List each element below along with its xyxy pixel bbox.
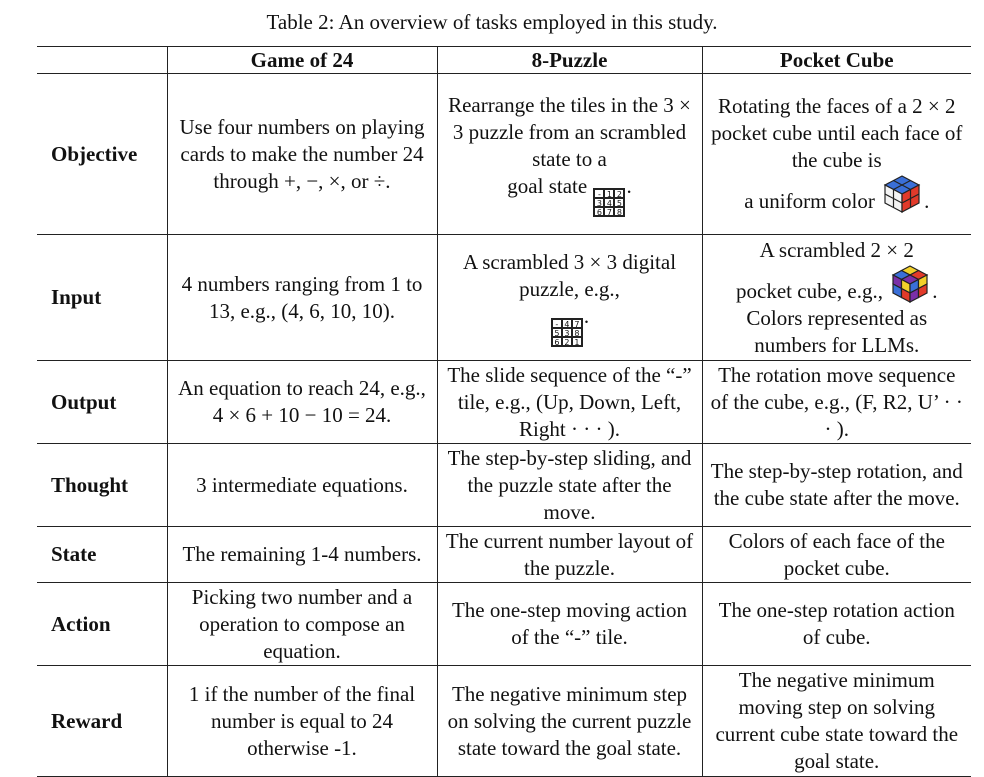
cell-cube: The step-by-step rotation, and the cube state after the move. bbox=[702, 444, 971, 527]
table-row-state bbox=[37, 527, 971, 583]
cube-input-example: pocket cube, e.g., bbox=[736, 278, 883, 303]
scrambled-cube-icon bbox=[890, 264, 930, 304]
header-row bbox=[37, 47, 971, 74]
cell-puzzle: The one-step moving action of the “-” tile. bbox=[437, 583, 702, 666]
table-row-reward bbox=[37, 666, 971, 777]
row-label: State bbox=[37, 527, 167, 583]
grid-tile: 8 bbox=[572, 328, 582, 337]
solved-cube-icon bbox=[882, 174, 922, 214]
grid-tile: 6 bbox=[552, 337, 562, 346]
header-game-of-24: Game of 24 bbox=[167, 47, 437, 74]
cell-game24: The remaining 1-4 numbers. bbox=[167, 527, 437, 583]
row-label: Thought bbox=[37, 444, 167, 527]
scrambled-puzzle-grid bbox=[551, 318, 583, 347]
grid-tile: 5 bbox=[552, 328, 562, 337]
row-label: Input bbox=[37, 235, 167, 361]
grid-tile: 1 bbox=[604, 189, 614, 198]
grid-tile: 3 bbox=[594, 198, 604, 207]
cell-game24: 4 numbers ranging from 1 to 13, e.g., (4, 6, 10, 10). bbox=[167, 235, 437, 361]
cube-input-text: A scrambled 2 × 2 bbox=[759, 237, 914, 262]
cell-game24: 1 if the number of the final number is equal to 24 otherwise -1. bbox=[167, 666, 437, 777]
uniform-color-label: a uniform color bbox=[744, 189, 875, 213]
grid-tile: 7 bbox=[572, 319, 582, 328]
cell-puzzle: The slide sequence of the “-” tile, e.g., (Up, Down, Left, Right · · · ). bbox=[437, 361, 702, 444]
game24-output-text: An equation to reach 24, e.g., bbox=[178, 376, 426, 400]
goal-state-label: goal state bbox=[507, 173, 588, 198]
grid-tile: 6 bbox=[594, 207, 604, 216]
grid-tile: 2 bbox=[614, 189, 624, 198]
task-overview-table bbox=[37, 46, 971, 777]
cell-game24: 3 intermediate equations. bbox=[167, 444, 437, 527]
header-pocket-cube: Pocket Cube bbox=[702, 47, 971, 74]
grid-tile: 4 bbox=[604, 198, 614, 207]
table-row-thought bbox=[37, 444, 971, 527]
cell-game24: Picking two number and a operation to compose an equation. bbox=[167, 583, 437, 666]
cell-cube: The negative minimum moving step on solving current cube state toward the goal state. bbox=[702, 666, 971, 777]
puzzle-input-text: A scrambled 3 × 3 digital puzzle, e.g., bbox=[462, 249, 677, 301]
cube-input-colors-text: Colors represented as numbers for LLMs. bbox=[746, 305, 928, 357]
table-row-objective bbox=[37, 74, 971, 235]
cell-puzzle: The negative minimum step on solving the current puzzle state toward the goal state. bbox=[437, 666, 702, 777]
header-8-puzzle: 8-Puzzle bbox=[437, 47, 702, 74]
cell-cube: The rotation move sequence of the cube, e.g., (F, R2, U’ · · · ). bbox=[702, 361, 971, 444]
row-label: Reward bbox=[37, 666, 167, 777]
cell-game24 bbox=[167, 361, 437, 444]
puzzle-objective-text: Rearrange the tiles in the 3 × 3 puzzle from an scrambled state to a bbox=[448, 92, 691, 171]
goal-state-puzzle-grid bbox=[593, 188, 625, 217]
grid-tile: 3 bbox=[562, 328, 572, 337]
grid-tile: 7 bbox=[604, 207, 614, 216]
row-label: Objective bbox=[37, 74, 167, 235]
grid-tile: - bbox=[552, 319, 562, 328]
header-empty bbox=[37, 47, 167, 74]
grid-tile: - bbox=[594, 189, 604, 198]
cell-puzzle: The current number layout of the puzzle. bbox=[437, 527, 702, 583]
table-row-action bbox=[37, 583, 971, 666]
cube-objective-text: Rotating the faces of a 2 × 2 pocket cube until each face of the cube is bbox=[711, 94, 963, 172]
cell-cube: Colors of each face of the pocket cube. bbox=[702, 527, 971, 583]
grid-tile: 8 bbox=[614, 207, 624, 216]
cell-cube: Rotating the faces of a 2 × 2 pocket cube until each face of the cube is a uniform color . bbox=[702, 74, 971, 235]
grid-tile: 2 bbox=[562, 337, 572, 346]
cell-cube: The one-step rotation action of cube. bbox=[702, 583, 971, 666]
grid-tile: 1 bbox=[572, 337, 582, 346]
cell-puzzle: Rearrange the tiles in the 3 × 3 puzzle from an scrambled state to a goal state - 1 2 3 4 5 6 7 8 . bbox=[437, 74, 702, 235]
grid-tile: 4 bbox=[562, 319, 572, 328]
row-label: Output bbox=[37, 361, 167, 444]
table-row-output bbox=[37, 361, 971, 444]
table-caption: Table 2: An overview of tasks employed in this study. bbox=[266, 10, 718, 34]
cell-cube: A scrambled 2 × 2 pocket cube, e.g., . Colors represented as numbers for LLMs. bbox=[702, 235, 971, 361]
table-row-input bbox=[37, 235, 971, 361]
cell-puzzle: The step-by-step sliding, and the puzzle state after the move. bbox=[437, 444, 702, 527]
cell-game24: Use four numbers on playing cards to make the number 24 through +, −, ×, or ÷. bbox=[167, 74, 437, 235]
game24-output-equation: 4 × 6 + 10 − 10 = 24. bbox=[212, 403, 392, 427]
row-label: Action bbox=[37, 583, 167, 666]
cell-puzzle: A scrambled 3 × 3 digital puzzle, e.g., - 4 7 5 3 8 6 2 1 . bbox=[437, 235, 702, 361]
grid-tile: 5 bbox=[614, 198, 624, 207]
